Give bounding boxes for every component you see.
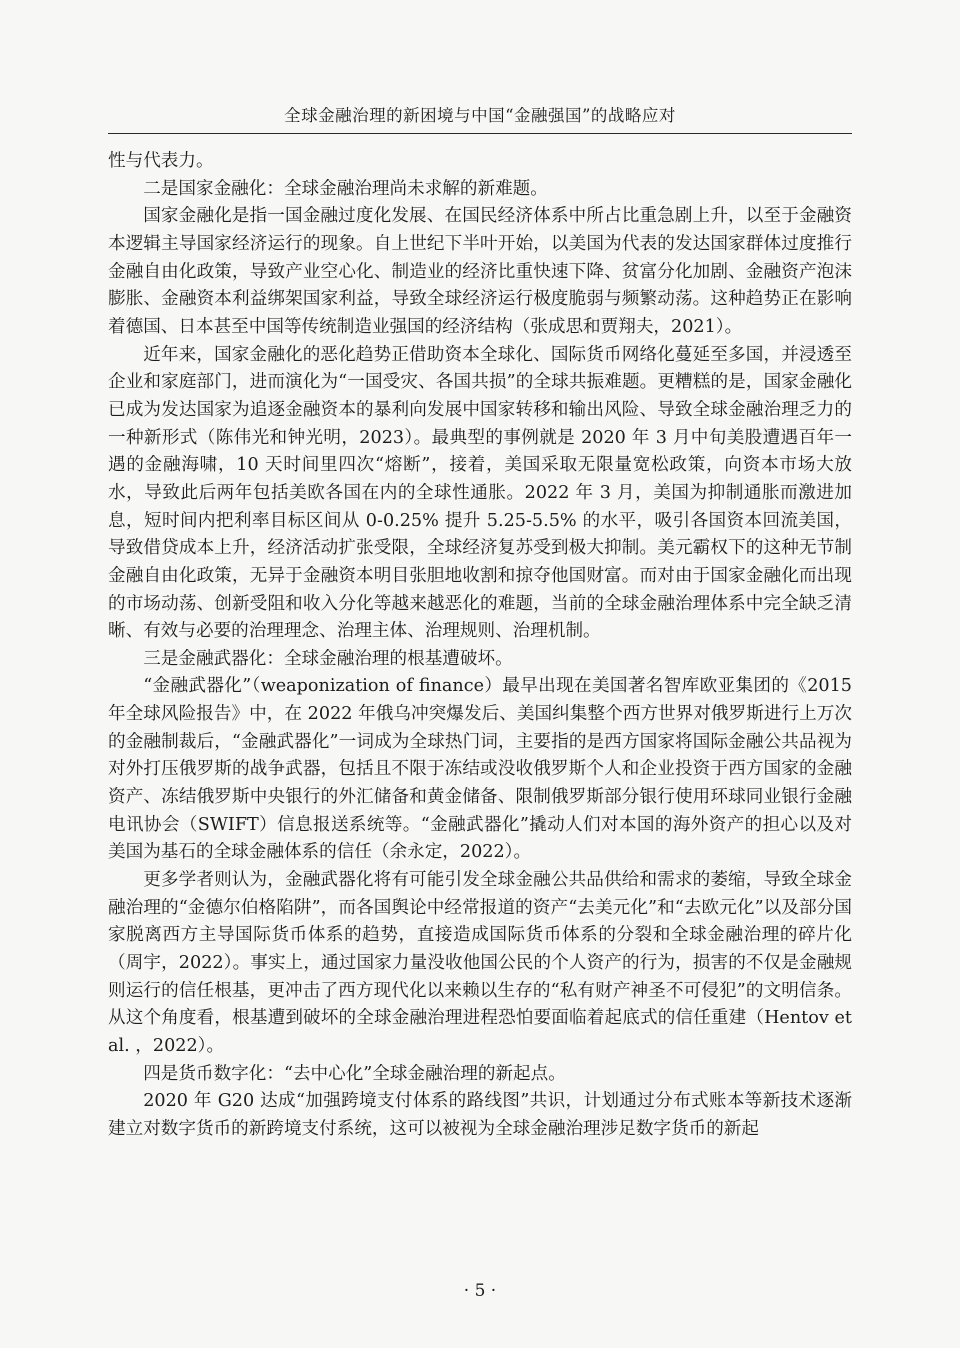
paragraph-financialization-definition: 国家金融化是指一国金融过度化发展、在国民经济体系中所占比重急剧上升，以至于金融资本逻辑主导国家经济运行的现象。自上世纪下半叶开始，以美国为代表的发达国家群体过度推行金融自由化政策，导致产业空心化、制造业的经济比重快速下降、贫富分化加剧、金融资产泡沫膨胀、金融资本利益绑架国家利益，导致全球经济运行极度脆弱与频繁动荡。这种趋势正在影响着德国、日本甚至中国等传统制造业强国的经济结构（张成思和贾翔夫，2021）。 bbox=[108, 206, 852, 337]
paragraph-weaponization-effects: 更多学者则认为，金融武器化将有可能引发全球金融公共品供给和需求的萎缩，导致全球金融治理的“金德尔伯格陷阱”，而各国舆论中经常报道的资产“去美元化”和“去欧元化”以及部分国家脱离西方主导国际货币体系的趋势，直接造成国际货币体系的分裂和全球金融治理的碎片化（周宇，2022）。事实上，通过国家力量没收他国公民的个人资产的行为，损害的不仅是金融规则运行的信任根基，更冲击了西方现代化以来赖以生存的“私有财产神圣不可侵犯”的文明信条。从这个角度看，根基遭到破坏的全球金融治理进程恐怕要面临着起底式的信任重建（Hentov et al. ，2022）。 bbox=[108, 870, 852, 1056]
paragraph-weaponization-definition: “金融武器化”（weaponization of finance）最早出现在美国著名智库欧亚集团的《2015 年全球风险报告》中，在 2022 年俄乌冲突爆发后、美国纠集整个西方世界对俄罗斯进行上万次的金融制裁后，“金融武器化”一词成为全球热门词，主要指的是西方国家将国际金融公共品视为对外打压俄罗斯的战争武器，包括且不限于冻结或没收俄罗斯个人和企业投资于西方国家的金融资产、冻结俄罗斯中央银行的外汇储备和黄金储备、限制俄罗斯部分银行使用环球同业银行金融电讯协会（SWIFT）信息报送系统等。“金融武器化”撬动人们对本国的海外资产的担心以及对美国为基石的全球金融体系的信任（余永定，2022）。 bbox=[108, 676, 852, 863]
body-text bbox=[108, 148, 852, 1144]
page-number: · 5 · bbox=[463, 1281, 497, 1301]
running-head: 全球金融治理的新困境与中国“金融强国”的战略应对 bbox=[284, 106, 676, 125]
paragraph-g20-roadmap: 2020 年 G20 达成“加强跨境支付体系的路线图”共识，计划通过分布式账本等新技术逐渐建立对数字货币的新跨境支付系统，这可以被视为全球金融治理涉足数字货币的新起 bbox=[108, 1091, 852, 1139]
paragraph-financialization-trend: 近年来，国家金融化的恶化趋势正借助资本全球化、国际货币网络化蔓延至多国，并浸透至企业和家庭部门，进而演化为“一国受灾、各国共损”的全球共振难题。更糟糕的是，国家金融化已成为发达国家为追逐金融资本的暴利向发展中国家转移和输出风险、导致全球金融治理乏力的一种新形式（陈伟光和钟光明，2023）。最典型的事例就是 2020 年 3 月中旬美股遭遇百年一遇的金融海啸，10 天时间里四次“熔断”，接着，美国采取无限量宽松政策，向资本市场大放水，导致此后两年包括美欧各国在内的全球性通胀。2022 年 3 月，美国为抑制通胀而激进加息，短时间内把利率目标区间从 0-0.25% 提升 5.25-5.5% 的水平，吸引各国资本回流美国，导致借贷成本上升，经济活动扩张受限，全球经济复苏受到极大抑制。美元霸权下的这种无节制金融自由化政策，无异于金融资本明目张胆地收割和掠夺他国财富。而对由于国家金融化而出现的市场动荡、创新受阻和收入分化等越来越恶化的难题，当前的全球金融治理体系中完全缺乏清晰、有效与必要的治理理念、治理主体、治理规则、治理机制。 bbox=[108, 344, 852, 642]
paragraph-continuation: 性与代表力。 bbox=[108, 151, 214, 171]
header-rule bbox=[108, 133, 852, 134]
section-heading-state-financialization: 二是国家金融化：全球金融治理尚未求解的新难题。 bbox=[143, 178, 548, 199]
section-heading-digitalization: 四是货币数字化：“去中心化”全球金融治理的新起点。 bbox=[143, 1063, 566, 1084]
section-heading-weaponization: 三是金融武器化：全球金融治理的根基遭破坏。 bbox=[143, 648, 513, 669]
